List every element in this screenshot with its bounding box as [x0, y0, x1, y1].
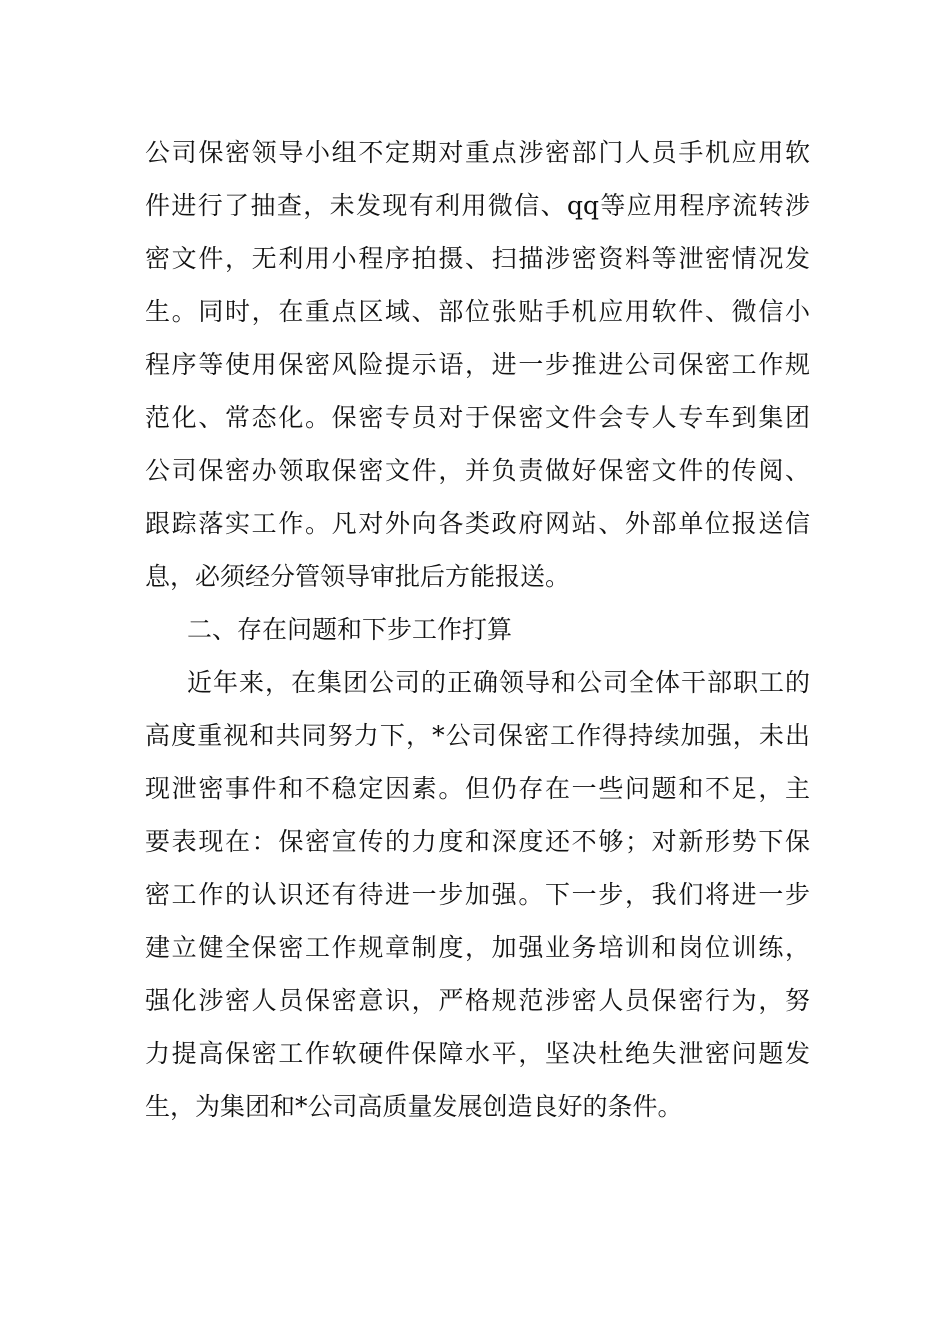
- text-line: 强化涉密人员保密意识，严格规范涉密人员保密行为，努: [145, 986, 810, 1015]
- paragraph-2: [145, 656, 810, 1133]
- text-line: 公司保密办领取保密文件，并负责做好保密文件的传阅、: [145, 456, 810, 485]
- text-line: 近年来，在集团公司的正确领导和公司全体干部职工的: [187, 668, 810, 697]
- section-heading: 二、存在问题和下步工作打算: [187, 615, 513, 644]
- paragraph-1: [145, 126, 810, 603]
- text-line: 件进行了抽查，未发现有利用微信、qq等应用程序流转涉: [145, 191, 810, 220]
- text-line: 跟踪落实工作。凡对外向各类政府网站、外部单位报送信: [145, 509, 810, 538]
- text-line: 息，必须经分管领导审批后方能报送。: [145, 562, 571, 591]
- text-line: 现泄密事件和不稳定因素。但仍存在一些问题和不足，主: [145, 774, 810, 803]
- text-line: 高度重视和共同努力下，*公司保密工作得持续加强，未出: [145, 721, 810, 750]
- text-line: 生，为集团和*公司高质量发展创造良好的条件。: [145, 1092, 683, 1121]
- text-line: 密文件，无利用小程序拍摄、扫描涉密资料等泄密情况发: [145, 244, 810, 273]
- document-body: [145, 126, 810, 1133]
- text-line: 要表现在：保密宣传的力度和深度还不够；对新形势下保: [145, 827, 810, 856]
- text-line: 力提高保密工作软硬件保障水平，坚决杜绝失泄密问题发: [145, 1039, 810, 1068]
- text-line: 生。同时，在重点区域、部位张贴手机应用软件、微信小: [145, 297, 810, 326]
- text-line: 公司保密领导小组不定期对重点涉密部门人员手机应用软: [145, 138, 810, 167]
- text-line: 程序等使用保密风险提示语，进一步推进公司保密工作规: [145, 350, 810, 379]
- text-line: 建立健全保密工作规章制度，加强业务培训和岗位训练，: [145, 933, 810, 962]
- text-line: 范化、常态化。保密专员对于保密文件会专人专车到集团: [145, 403, 810, 432]
- text-line: 密工作的认识还有待进一步加强。下一步，我们将进一步: [145, 880, 810, 909]
